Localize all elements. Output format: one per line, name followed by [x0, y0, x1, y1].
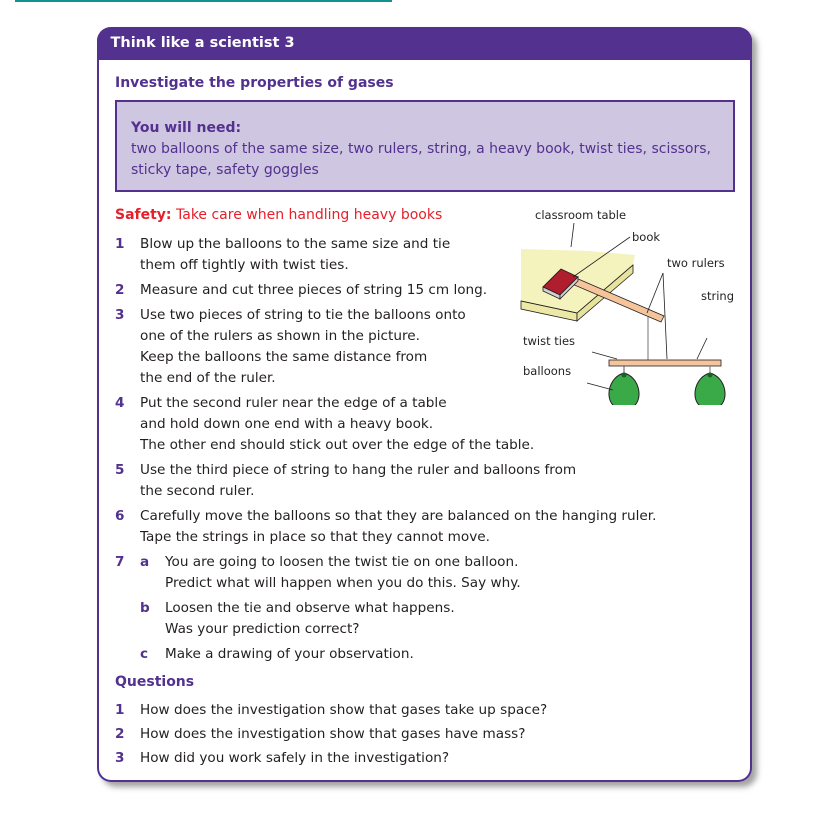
question-1 [115, 700, 715, 721]
step-7 [115, 552, 715, 665]
you-will-need-items: two balloons of the same size, two rulers, string, a heavy book, twist ties, scissors, sticky tape, safety goggles [131, 141, 711, 178]
step-line: Measure and cut three pieces of string 15 cm long. [140, 282, 488, 298]
step-line: Tape the strings in place so that they cannot move. [140, 529, 490, 545]
step-6 [115, 506, 715, 548]
question-text: How does the investigation show that gases have mass? [140, 726, 526, 742]
step-5 [115, 460, 715, 502]
card-header: Think like a scientist 3 [97, 27, 752, 60]
step-number: 6 [115, 508, 125, 524]
step-line: Make a drawing of your observation. [165, 646, 414, 662]
question-2 [115, 724, 715, 745]
label-balloons: balloons [523, 364, 572, 378]
step-line: Predict what will happen when you do this. Say why. [165, 575, 521, 591]
question-3 [115, 748, 715, 769]
question-number: 3 [115, 750, 125, 766]
safety-label: Safety: [115, 207, 172, 223]
step-line: one of the rulers as shown in the picture. [140, 328, 420, 344]
activity-subtitle: Investigate the properties of gases [115, 75, 394, 91]
label-twist-ties: twist ties [523, 334, 576, 348]
step-line: Was your prediction correct? [165, 621, 360, 637]
step-7b [140, 598, 715, 640]
step-line: the second ruler. [140, 483, 255, 499]
step-line: Carefully move the balloons so that they are balanced on the hanging ruler. [140, 508, 657, 524]
step-line: Loosen the tie and observe what happens. [165, 600, 455, 616]
sub-letter: b [140, 600, 150, 616]
step-number: 2 [115, 282, 125, 298]
step-number: 7 [115, 554, 125, 570]
step-number: 3 [115, 307, 125, 323]
step-7c [140, 644, 715, 665]
step-line: Put the second ruler near the edge of a table [140, 395, 447, 411]
label-book: book [632, 230, 661, 244]
step-line: Blow up the balloons to the same size and tie [140, 236, 451, 252]
safety-note [115, 207, 442, 223]
step-number: 1 [115, 236, 125, 252]
activity-card [97, 27, 752, 782]
ruler-icon [609, 360, 721, 366]
question-number: 2 [115, 726, 125, 742]
question-number: 1 [115, 702, 125, 718]
questions-list [115, 700, 715, 772]
balloon-balance-illustration [517, 205, 747, 405]
you-will-need-box [115, 100, 735, 192]
step-line: them off tightly with twist ties. [140, 257, 349, 273]
step-number: 5 [115, 462, 125, 478]
balloon-icon [695, 373, 725, 405]
balloon-icon [609, 373, 639, 405]
sub-letter: c [140, 646, 149, 662]
safety-text: Take care when handling heavy books [176, 207, 443, 223]
step-line: You are going to loosen the twist tie on one balloon. [165, 554, 519, 570]
label-two-rulers: two rulers [667, 256, 725, 270]
question-text: How does the investigation show that gases take up space? [140, 702, 548, 718]
questions-title: Questions [115, 674, 195, 690]
label-classroom-table: classroom table [535, 208, 627, 222]
step-line: The other end should stick out over the edge of the table. [140, 437, 535, 453]
step-line: Use the third piece of string to hang the ruler and balloons from [140, 462, 577, 478]
label-string: string [701, 289, 735, 303]
step-line: the end of the ruler. [140, 370, 276, 386]
you-will-need-title: You will need: [131, 120, 242, 136]
step-7a [140, 552, 715, 594]
step-line: and hold down one end with a heavy book. [140, 416, 434, 432]
top-rule [15, 0, 392, 2]
step-line: Use two pieces of string to tie the balloons onto [140, 307, 466, 323]
sub-letter: a [140, 554, 150, 570]
step-number: 4 [115, 395, 125, 411]
question-text: How did you work safely in the investigation? [140, 750, 450, 766]
step-line: Keep the balloons the same distance from [140, 349, 428, 365]
